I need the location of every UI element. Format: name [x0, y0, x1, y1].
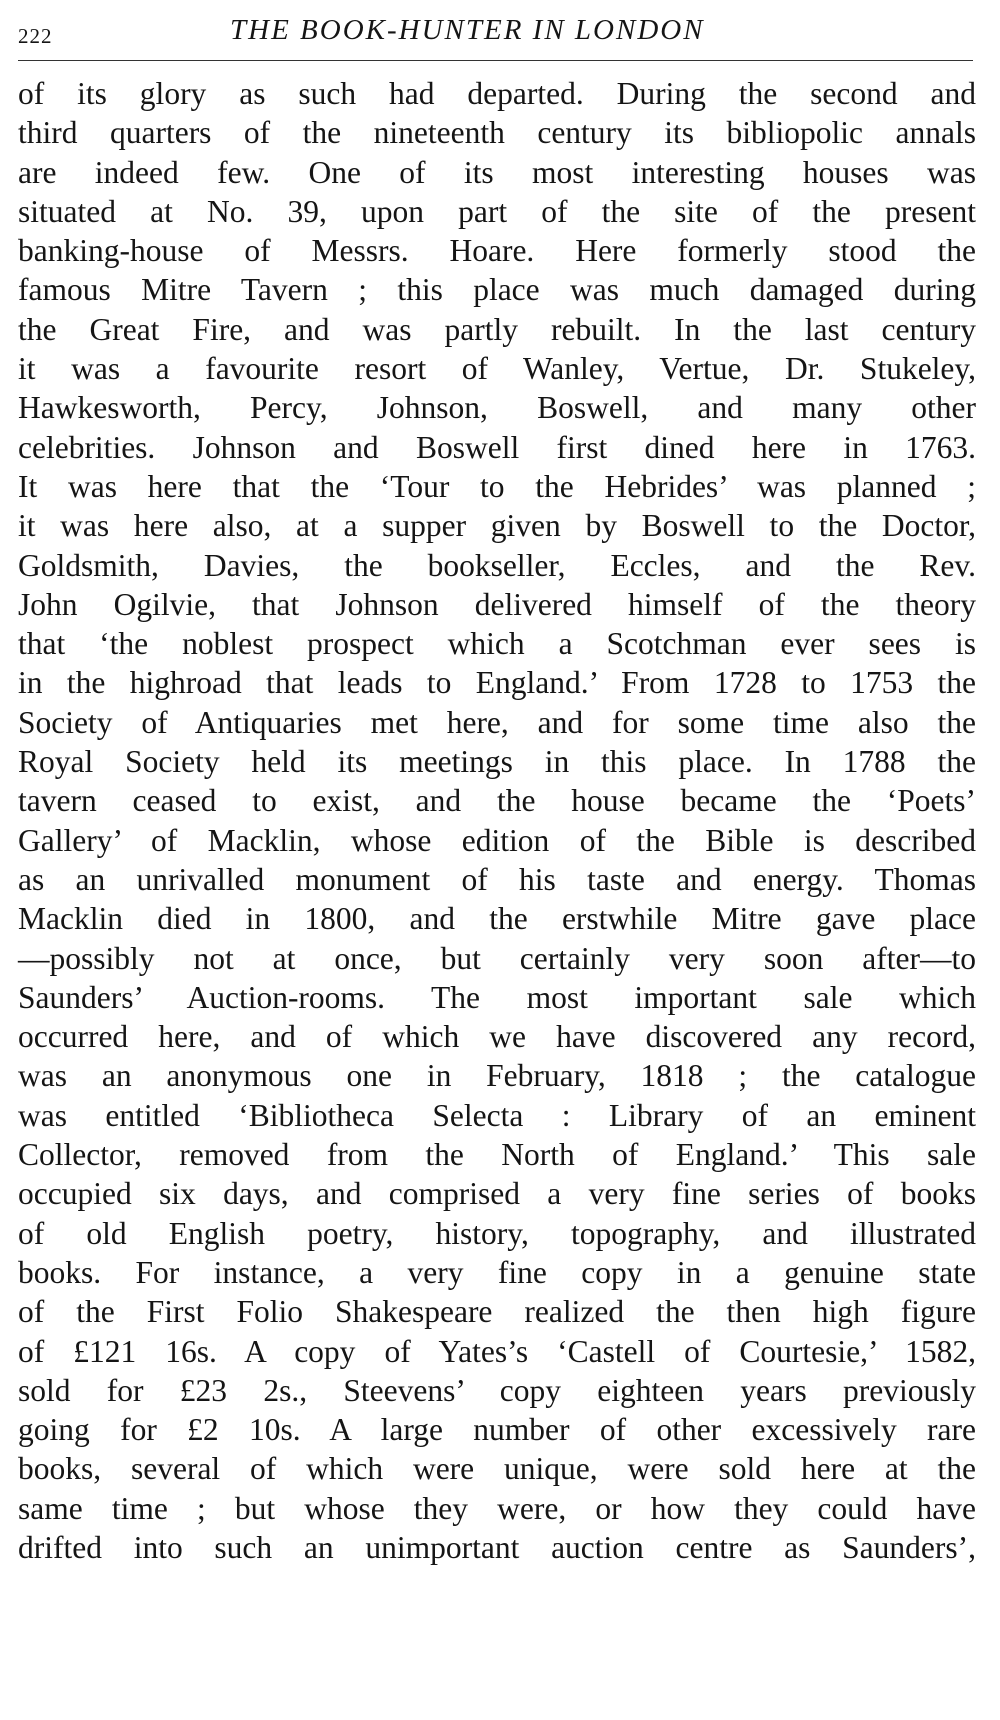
text-line: it was here also, at a supper given by Boswell to the Doctor, [18, 508, 976, 544]
text-line: tavern ceased to exist, and the house became the ‘Poets’ [18, 783, 976, 819]
text-line: that ‘the noblest prospect which a Scotchman ever sees is [18, 626, 976, 662]
text-line: was an anonymous one in February, 1818 ; the catalogue [18, 1058, 976, 1094]
text-line: —possibly not at once, but certainly very soon after—to [18, 940, 976, 976]
text-line: Saunders’ Auction-rooms. The most important sale which [18, 979, 976, 1015]
text-line: It was here that the ‘Tour to the Hebrides’ was planned ; [18, 468, 976, 504]
text-line: occurred here, and of which we have discovered any record, [18, 1019, 976, 1055]
text-line: famous Mitre Tavern ; this place was much damaged during [18, 272, 976, 308]
text-line: Collector, removed from the North of England.’ This sale [18, 1137, 976, 1173]
text-line: the Great Fire, and was partly rebuilt. In the last century [18, 311, 976, 347]
running-head [18, 12, 973, 52]
text-line: situated at No. 39, upon part of the site of the present [18, 193, 976, 229]
text-line: books. For instance, a very fine copy in a genuine state [18, 1254, 976, 1290]
text-line: of old English poetry, history, topography, and illustrated [18, 1215, 976, 1251]
text-line: celebrities. Johnson and Boswell first dined here in 1763. [18, 429, 976, 465]
text-line: Royal Society held its meetings in this place. In 1788 the [18, 744, 976, 780]
text-line: Macklin died in 1800, and the erstwhile Mitre gave place [18, 901, 976, 937]
text-line: Hawkesworth, Percy, Johnson, Boswell, and many other [18, 390, 976, 426]
text-line: of £121 16s. A copy of Yates’s ‘Castell of Courtesie,’ 1582, [18, 1333, 976, 1369]
text-line: same time ; but whose they were, or how they could have [18, 1490, 976, 1526]
text-line: third quarters of the nineteenth century its bibliopolic annals [18, 115, 976, 151]
text-line: was entitled ‘Bibliotheca Selecta : Library of an eminent [18, 1097, 976, 1133]
running-title: THE BOOK-HUNTER IN LONDON [230, 14, 705, 46]
header-rule [18, 60, 973, 61]
page-number: 222 [18, 24, 53, 48]
text-line: of the First Folio Shakespeare realized the then high figure [18, 1294, 976, 1330]
text-line: books, several of which were unique, were sold here at the [18, 1451, 976, 1487]
text-line: going for £2 10s. A large number of other excessively rare [18, 1412, 976, 1448]
text-line: as an unrivalled monument of his taste and energy. Thomas [18, 861, 976, 897]
text-line: it was a favourite resort of Wanley, Vertue, Dr. Stukeley, [18, 351, 976, 387]
text-line: John Ogilvie, that Johnson delivered himself of the theory [18, 586, 976, 622]
text-line: Society of Antiquaries met here, and for some time also the [18, 704, 976, 740]
text-line: sold for £23 2s., Steevens’ copy eighteen years previously [18, 1372, 976, 1408]
text-line: of its glory as such had departed. During the second and [18, 76, 976, 111]
body-paragraph [18, 74, 976, 1567]
text-line: Goldsmith, Davies, the bookseller, Eccles, and the Rev. [18, 547, 976, 583]
text-line: Gallery’ of Macklin, whose edition of the Bible is described [18, 822, 976, 858]
text-line: are indeed few. One of its most interesting houses was [18, 154, 976, 190]
text-line: drifted into such an unimportant auction centre as Saunders’, [18, 1529, 976, 1565]
text-line: banking-house of Messrs. Hoare. Here formerly stood the [18, 233, 976, 269]
text-line: occupied six days, and comprised a very fine series of books [18, 1176, 976, 1212]
text-line: in the highroad that leads to England.’ From 1728 to 1753 the [18, 665, 976, 701]
